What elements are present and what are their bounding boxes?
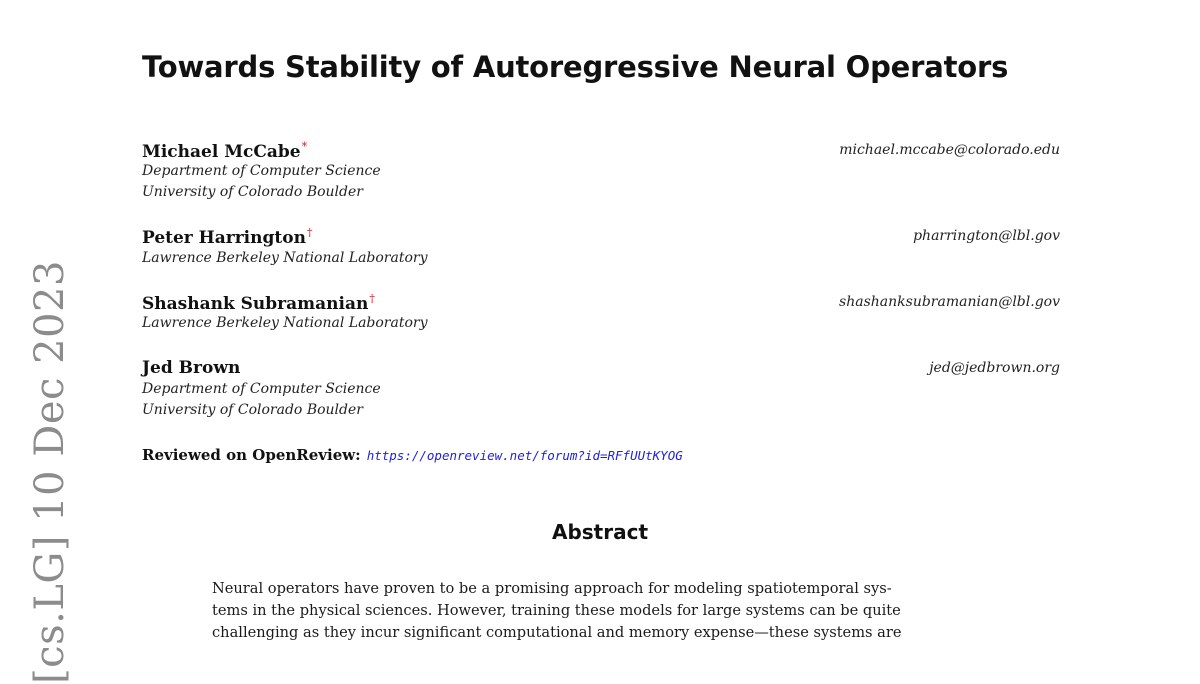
openreview-link[interactable]: https://openreview.net/forum?id=RFfUUtKYOG <box>366 448 683 463</box>
author-affiliation-4b: University of Colorado Boulder <box>142 402 363 418</box>
author-affiliation-3: Lawrence Berkeley National Laboratory <box>142 315 428 331</box>
review-line <box>142 446 683 465</box>
author-1-mark: * <box>301 140 308 153</box>
paper-title: Towards Stability of Autoregressive Neural Operators <box>142 50 1009 84</box>
abstract-heading: Abstract <box>551 520 649 544</box>
author-affiliation-2: Lawrence Berkeley National Laboratory <box>142 250 428 266</box>
author-name-2: Peter Harrington† <box>142 226 313 248</box>
author-email-3[interactable]: shashanksubramanian@lbl.gov <box>839 294 1060 310</box>
author-email-1[interactable]: michael.mccabe@colorado.edu <box>839 142 1060 158</box>
author-email-4[interactable]: jed@jedbrown.org <box>929 360 1060 376</box>
author-affiliation-1b: University of Colorado Boulder <box>142 184 363 200</box>
review-label: Reviewed on OpenReview: <box>142 446 361 464</box>
abstract-line-1: Neural operators have proven to be a promising approach for modeling spatiotemporal sys- <box>212 580 892 597</box>
author-2-mark: † <box>306 226 313 239</box>
abstract-line-2: tems in the physical sciences. However, training these models for large systems can be quite <box>212 602 901 619</box>
author-name-1: Michael McCabe* <box>142 140 308 162</box>
author-affiliation-1a: Department of Computer Science <box>142 163 381 179</box>
author-email-2[interactable]: pharrington@lbl.gov <box>913 228 1060 244</box>
author-3-mark: † <box>369 292 375 305</box>
author-affiliation-4a: Department of Computer Science <box>142 381 381 397</box>
arxiv-stamp-text: [cs.LG] 10 Dec 2023 <box>27 260 73 684</box>
author-name-3: Shashank Subramanian† <box>142 292 375 314</box>
author-name-4: Jed Brown <box>142 358 241 378</box>
abstract-line-3: challenging as they incur significant computational and memory expense—these systems are <box>212 624 902 641</box>
